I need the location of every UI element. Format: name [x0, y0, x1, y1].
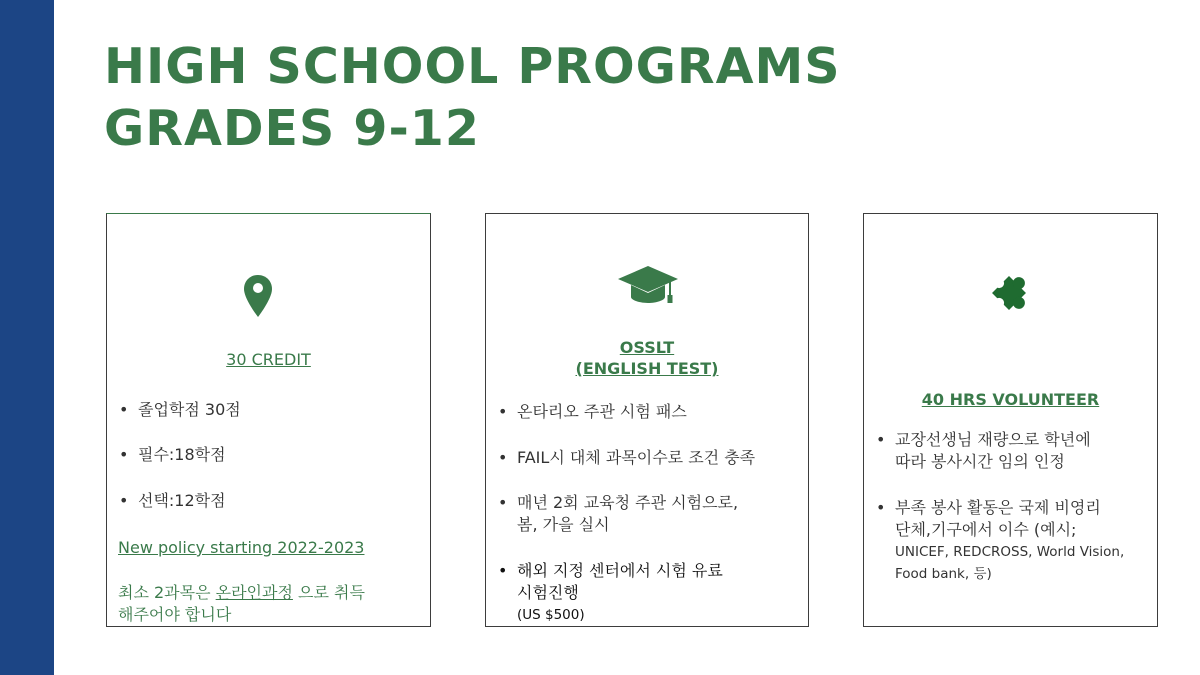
bullet-line: 단체,기구에서 이수 (예시;: [895, 520, 1077, 539]
osslt-heading: [486, 337, 808, 379]
left-accent-bar: [0, 0, 54, 675]
volunteer-heading: 40 HRS VOLUNTEER: [921, 390, 1100, 409]
graduation-cap-icon: [617, 264, 679, 306]
bullet-line: • 해외 지정 센터에서 시험 유료: [517, 561, 723, 580]
bullet-line: UNICEF, REDCROSS, World Vision,: [895, 544, 1125, 560]
bullet-line: 따라 봉사시간 임의 인정: [895, 452, 1065, 471]
policy-link[interactable]: New policy starting 2022-2023: [118, 538, 365, 557]
bullet-line: • 부족 봉사 활동은 국제 비영리: [895, 498, 1101, 517]
credit-heading: 30 CREDIT: [226, 350, 311, 369]
list-item: • 졸업학점 30점: [119, 399, 241, 421]
test-fee: (US $500): [517, 607, 585, 623]
note-part-1: 최소 2과목은: [118, 583, 216, 602]
bullet-line: [517, 582, 723, 626]
test-label: 시험진행: [517, 583, 579, 602]
osslt-heading-line-1: OSSLT: [619, 338, 675, 357]
title-line-1: HIGH SCHOOL PROGRAMS: [104, 38, 841, 95]
credit-card: [106, 213, 431, 627]
list-item: • FAIL시 대체 과목이수로 조건 충족: [498, 447, 755, 469]
online-course-link[interactable]: 온라인과정: [215, 583, 293, 602]
bullet-line: • 교장선생님 재량으로 학년에: [895, 430, 1091, 449]
list-item: [876, 497, 1124, 585]
list-item: • 선택:12학점: [119, 490, 226, 512]
title-line-2: GRADES 9-12: [104, 100, 480, 157]
osslt-heading-line-2: (ENGLISH TEST): [575, 359, 719, 378]
bullet-line: 봄, 가을 실시: [517, 515, 610, 534]
list-item: • 필수:18학점: [119, 444, 226, 466]
osslt-card: [485, 213, 809, 627]
map-pin-icon: [243, 274, 273, 318]
list-item: • 온타리오 주관 시험 패스: [498, 401, 687, 423]
bullet-line: Food bank, 등): [895, 566, 992, 582]
list-item: [498, 492, 738, 536]
volunteer-card: [863, 213, 1158, 627]
note-line-2: 해주어야 합니다: [118, 605, 232, 624]
list-item: [498, 560, 723, 626]
page-title: [104, 36, 841, 160]
online-requirement-note: [118, 582, 365, 604]
bullet-line: • 매년 2회 교육청 주관 시험으로,: [517, 493, 739, 512]
puzzle-piece-icon: [986, 270, 1032, 316]
list-item: [876, 429, 1091, 473]
note-part-2: 으로 취득: [292, 583, 365, 602]
